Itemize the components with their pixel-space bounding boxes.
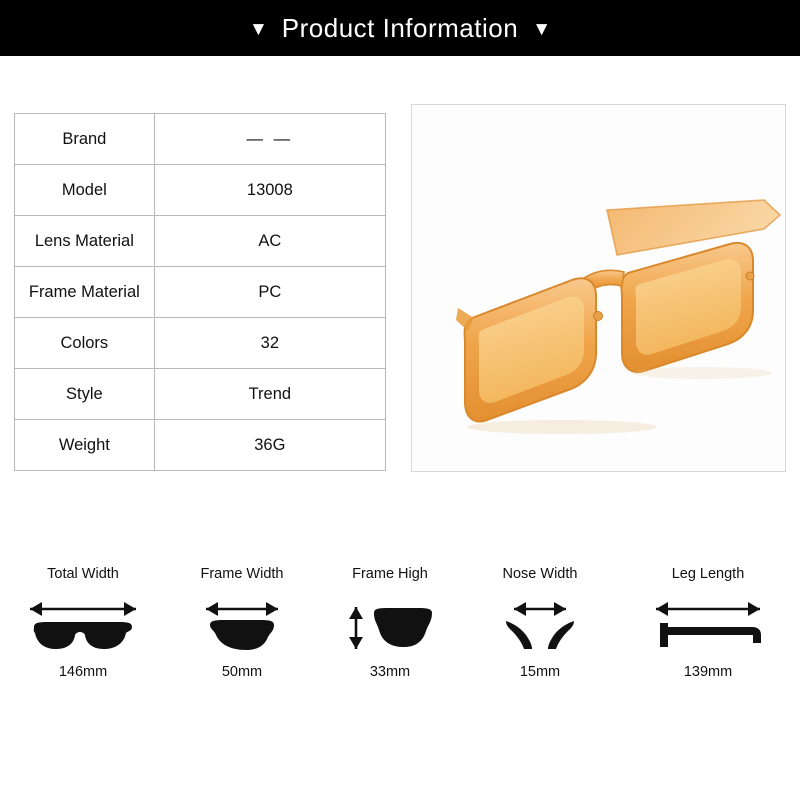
spec-value-colors: 32 bbox=[154, 318, 385, 369]
dimension-leg-length bbox=[628, 566, 788, 680]
spec-label-brand: Brand bbox=[15, 114, 155, 165]
spec-label-model: Model bbox=[15, 165, 155, 216]
dimension-nose-width bbox=[460, 566, 620, 680]
dimension-label: Frame High bbox=[352, 566, 428, 582]
spec-label-colors: Colors bbox=[15, 318, 155, 369]
spec-value-brand: — — bbox=[154, 114, 385, 165]
spec-label-lens-material: Lens Material bbox=[15, 216, 155, 267]
triangle-right-icon: ▼ bbox=[532, 18, 551, 40]
dimension-value: 146mm bbox=[58, 664, 108, 680]
single-lens-icon bbox=[162, 594, 322, 660]
dimension-value: 139mm bbox=[683, 664, 733, 680]
spec-value-style: Trend bbox=[154, 369, 385, 420]
spec-value-model: 13008 bbox=[154, 165, 385, 216]
dimension-value: 50mm bbox=[221, 664, 263, 680]
dimension-frame-high bbox=[310, 566, 470, 680]
dimension-label: Leg Length bbox=[671, 566, 745, 582]
triangle-left-icon: ▼ bbox=[248, 18, 268, 40]
table-row bbox=[15, 369, 386, 420]
specification-table bbox=[14, 113, 386, 471]
spec-label-weight: Weight bbox=[15, 420, 155, 471]
spec-value-frame-material: PC bbox=[154, 267, 385, 318]
spec-label-style: Style bbox=[15, 369, 155, 420]
dimension-value: 33mm bbox=[369, 664, 411, 680]
nose-bridge-icon bbox=[460, 594, 620, 660]
table-row bbox=[15, 114, 386, 165]
spec-value-lens-material: AC bbox=[154, 216, 385, 267]
dimension-label: Frame Width bbox=[200, 566, 284, 582]
table-row bbox=[15, 165, 386, 216]
dimension-frame-width bbox=[162, 566, 322, 680]
product-photo bbox=[411, 104, 786, 472]
table-row bbox=[15, 318, 386, 369]
spec-value-weight: 36G bbox=[154, 420, 385, 471]
sunglasses-illustration bbox=[412, 105, 785, 471]
page-header-banner bbox=[0, 0, 800, 56]
dimension-label: Nose Width bbox=[502, 566, 578, 582]
table-row bbox=[15, 267, 386, 318]
table-row bbox=[15, 216, 386, 267]
dimension-total-width bbox=[3, 566, 163, 680]
table-row bbox=[15, 420, 386, 471]
temple-arm-icon bbox=[628, 594, 788, 660]
dimension-value: 15mm bbox=[519, 664, 561, 680]
page-title: Product Information bbox=[281, 12, 519, 43]
full-frame-icon bbox=[3, 594, 163, 660]
dimensions-section bbox=[0, 548, 800, 708]
spec-label-frame-material: Frame Material bbox=[15, 267, 155, 318]
lens-height-icon bbox=[310, 594, 470, 660]
dimension-label: Total Width bbox=[47, 566, 119, 582]
